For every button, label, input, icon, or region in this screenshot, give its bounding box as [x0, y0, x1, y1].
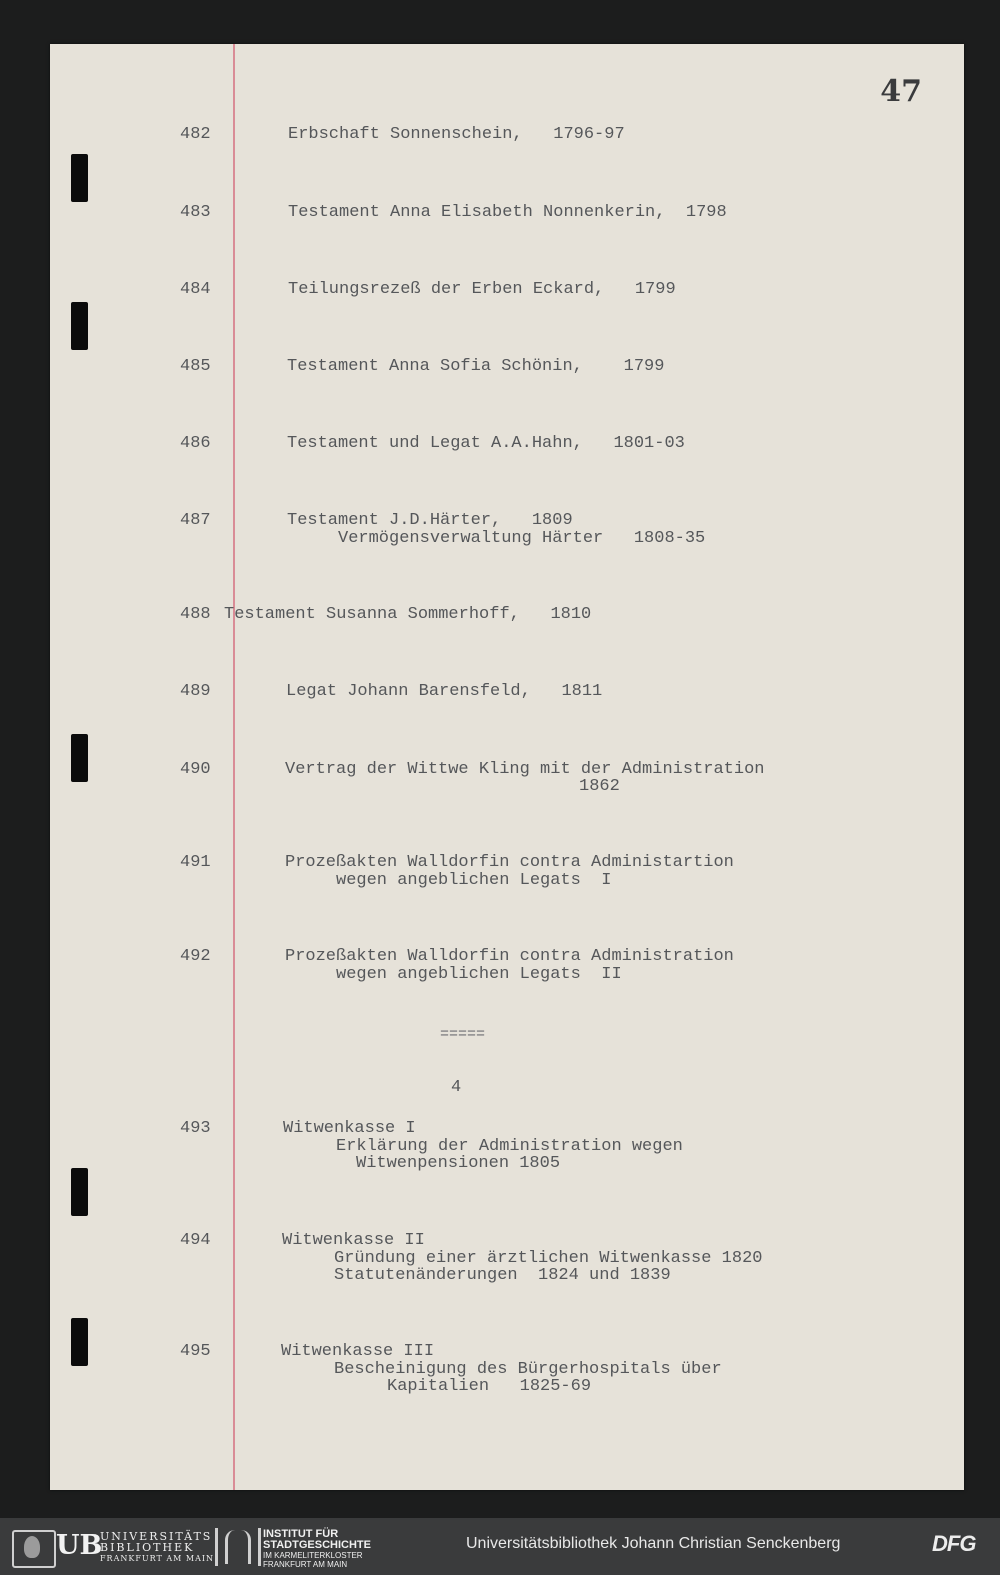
isg-line: INSTITUT FÜR: [263, 1528, 339, 1540]
page-number: 47: [880, 74, 922, 109]
isg-line: FRANKFURT AM MAIN: [263, 1560, 348, 1569]
entry-text: Erklärung der Administration wegen: [336, 1137, 683, 1156]
entry-number: 494: [180, 1231, 211, 1250]
isg-line: STADTGESCHICHTE: [263, 1539, 371, 1551]
ub-line: FRANKFURT AM MAIN: [100, 1554, 215, 1563]
entry-number: 485: [180, 357, 211, 376]
isg-logo-icon: [215, 1528, 261, 1566]
entry-text: Testament J.D.Härter, 1809: [287, 511, 573, 530]
ub-logo-icon: [12, 1530, 56, 1568]
ub-line: BIBLIOTHEK: [100, 1541, 195, 1554]
document-page: [50, 44, 964, 1490]
entry-number: 484: [180, 280, 211, 299]
entry-text: wegen angeblichen Legats I: [336, 871, 612, 890]
punch-hole: [71, 1168, 88, 1216]
entry-text: Witwenkasse I: [283, 1119, 416, 1138]
punch-hole: [71, 302, 88, 350]
isg-line: IM KARMELITERKLOSTER: [263, 1551, 363, 1560]
section-number: 4: [451, 1078, 462, 1097]
entry-number: 492: [180, 947, 211, 966]
entry-number: 491: [180, 853, 211, 872]
ub-text: [100, 1531, 214, 1564]
library-name: Universitätsbibliothek Johann Christian Senckenberg: [466, 1535, 841, 1552]
entry-number: 487: [180, 511, 211, 530]
entry-text: Gründung einer ärztlichen Witwenkasse 1820: [334, 1249, 763, 1268]
punch-hole: [71, 154, 88, 202]
entry-number: 489: [180, 682, 211, 701]
footer-bar: [0, 1518, 1000, 1575]
entry-text: Kapitalien 1825-69: [387, 1377, 592, 1396]
entry-number: 486: [180, 434, 211, 453]
entry-text: wegen angeblichen Legats II: [336, 965, 622, 984]
entry-text: Testament Anna Sofia Schönin, 1799: [287, 357, 665, 376]
entry-text: Witwenkasse III: [281, 1342, 435, 1361]
entry-text: Bescheinigung des Bürgerhospitals über: [334, 1360, 722, 1379]
entry-text: 1862: [579, 777, 620, 796]
entry-text: Vermögensverwaltung Härter 1808-35: [338, 529, 706, 548]
entry-number: 493: [180, 1119, 211, 1138]
entry-text: Vertrag der Wittwe Kling mit der Administration: [285, 760, 765, 779]
entry-number: 495: [180, 1342, 211, 1361]
entry-text: Witwenkasse II: [282, 1231, 425, 1250]
ub-mark: UB: [56, 1530, 103, 1561]
entry-number: 482: [180, 125, 211, 144]
entry-text: Legat Johann Barensfeld, 1811: [286, 682, 603, 701]
entry-number: 488: [180, 605, 211, 624]
entry-number: 483: [180, 203, 211, 222]
dfg-logo: DFG: [932, 1531, 976, 1556]
entry-text: Prozeßakten Walldorfin contra Administration: [285, 947, 734, 966]
separator: =====: [440, 1026, 486, 1043]
entry-text: Prozeßakten Walldorfin contra Administartion: [285, 853, 734, 872]
ub-line: UNIVERSITÄTS: [100, 1530, 213, 1543]
entry-text: Teilungsrezeß der Erben Eckard, 1799: [288, 280, 676, 299]
entry-text: Erbschaft Sonnenschein, 1796-97: [288, 125, 625, 144]
entry-text: Testament Anna Elisabeth Nonnenkerin, 1798: [288, 203, 727, 222]
entry-text: Witwenpensionen 1805: [356, 1154, 561, 1173]
punch-hole: [71, 734, 88, 782]
entry-text: Statutenänderungen 1824 und 1839: [334, 1266, 671, 1285]
entry-number: 490: [180, 760, 211, 779]
punch-hole: [71, 1318, 88, 1366]
isg-text: [263, 1529, 371, 1569]
margin-line: [233, 44, 235, 1490]
entry-text: Testament und Legat A.A.Hahn, 1801-03: [287, 434, 685, 453]
entry-text: Testament Susanna Sommerhoff, 1810: [224, 605, 592, 624]
